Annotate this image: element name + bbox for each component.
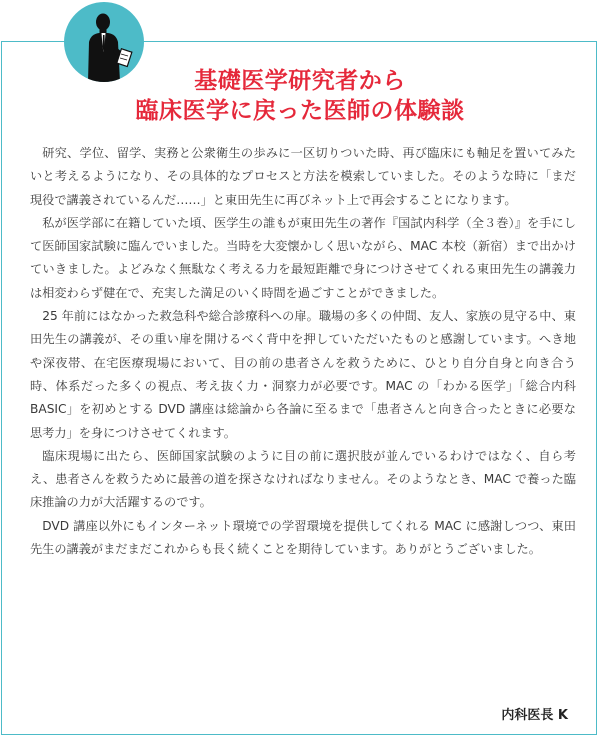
paragraph: 研究、学位、留学、実務と公衆衛生の歩みに一区切りついた時、再び臨床にも軸足を置いてみたいと考えるようになり、その具体的なプロセスと方法を模索していました。そのような時に「まだ現役で講義されているんだ……」と東田先生に再びネット上で再会することになります。 bbox=[30, 146, 576, 207]
paragraph: 臨床現場に出たら、医師国家試験のように目の前に選択肢が並んでいるわけではなく、自ら考え、患者さんを救うために最善の道を探さなければなりません。そのようなとき、MAC で養った臨床推論の力が大活躍するのです。 bbox=[30, 448, 576, 510]
page-title-line-1: 基礎医学研究者から bbox=[194, 68, 406, 94]
author-signature: 内科医長 K bbox=[501, 708, 568, 723]
paragraph: DVD 講座以外にもインターネット環境での学習環境を提供してくれる MAC に感謝しつつ、東田先生の講義がまだまだこれからも長く続くことを期待しています。ありがとうございました。 bbox=[30, 518, 576, 557]
testimonial-body bbox=[30, 142, 576, 561]
page-title-line-2: 臨床医学に戻った医師の体験談 bbox=[135, 98, 465, 124]
paragraph: 私が医学部に在籍していた頃、医学生の誰もが東田先生の著作『国試内科学（全３巻）』を手にして医師国家試験に臨んでいました。当時を大変懐かしく思いながら、MAC 本校（新宿）まで出かけていきました。よどみなく無駄なく考える力を最短距離で身につけさせてくれる東田先生の講義力は相変わらず健在で、充実した満足のいく時間を過ごすことができました。 bbox=[30, 215, 576, 300]
paragraph: 25 年前にはなかった救急科や総合診療科への扉。職場の多くの仲間、友人、家族の見守る中、東田先生の講義が、その重い扉を開けるべく背中を押していただいたものと感謝しています。へき地や深夜帯、在宅医療現場において、目の前の患者さんを救うために、ひとり自分自身と向き合う時、体系だった多くの視点、考え抜く力・洞察力が必要です。MAC の「わかる医学」「総合内科 BASIC」を初めとする DVD 講座は総論から各論に至るまで「患者さんと向き合ったときに必要な思考力」を身につけさせてくれます。 bbox=[30, 309, 576, 440]
